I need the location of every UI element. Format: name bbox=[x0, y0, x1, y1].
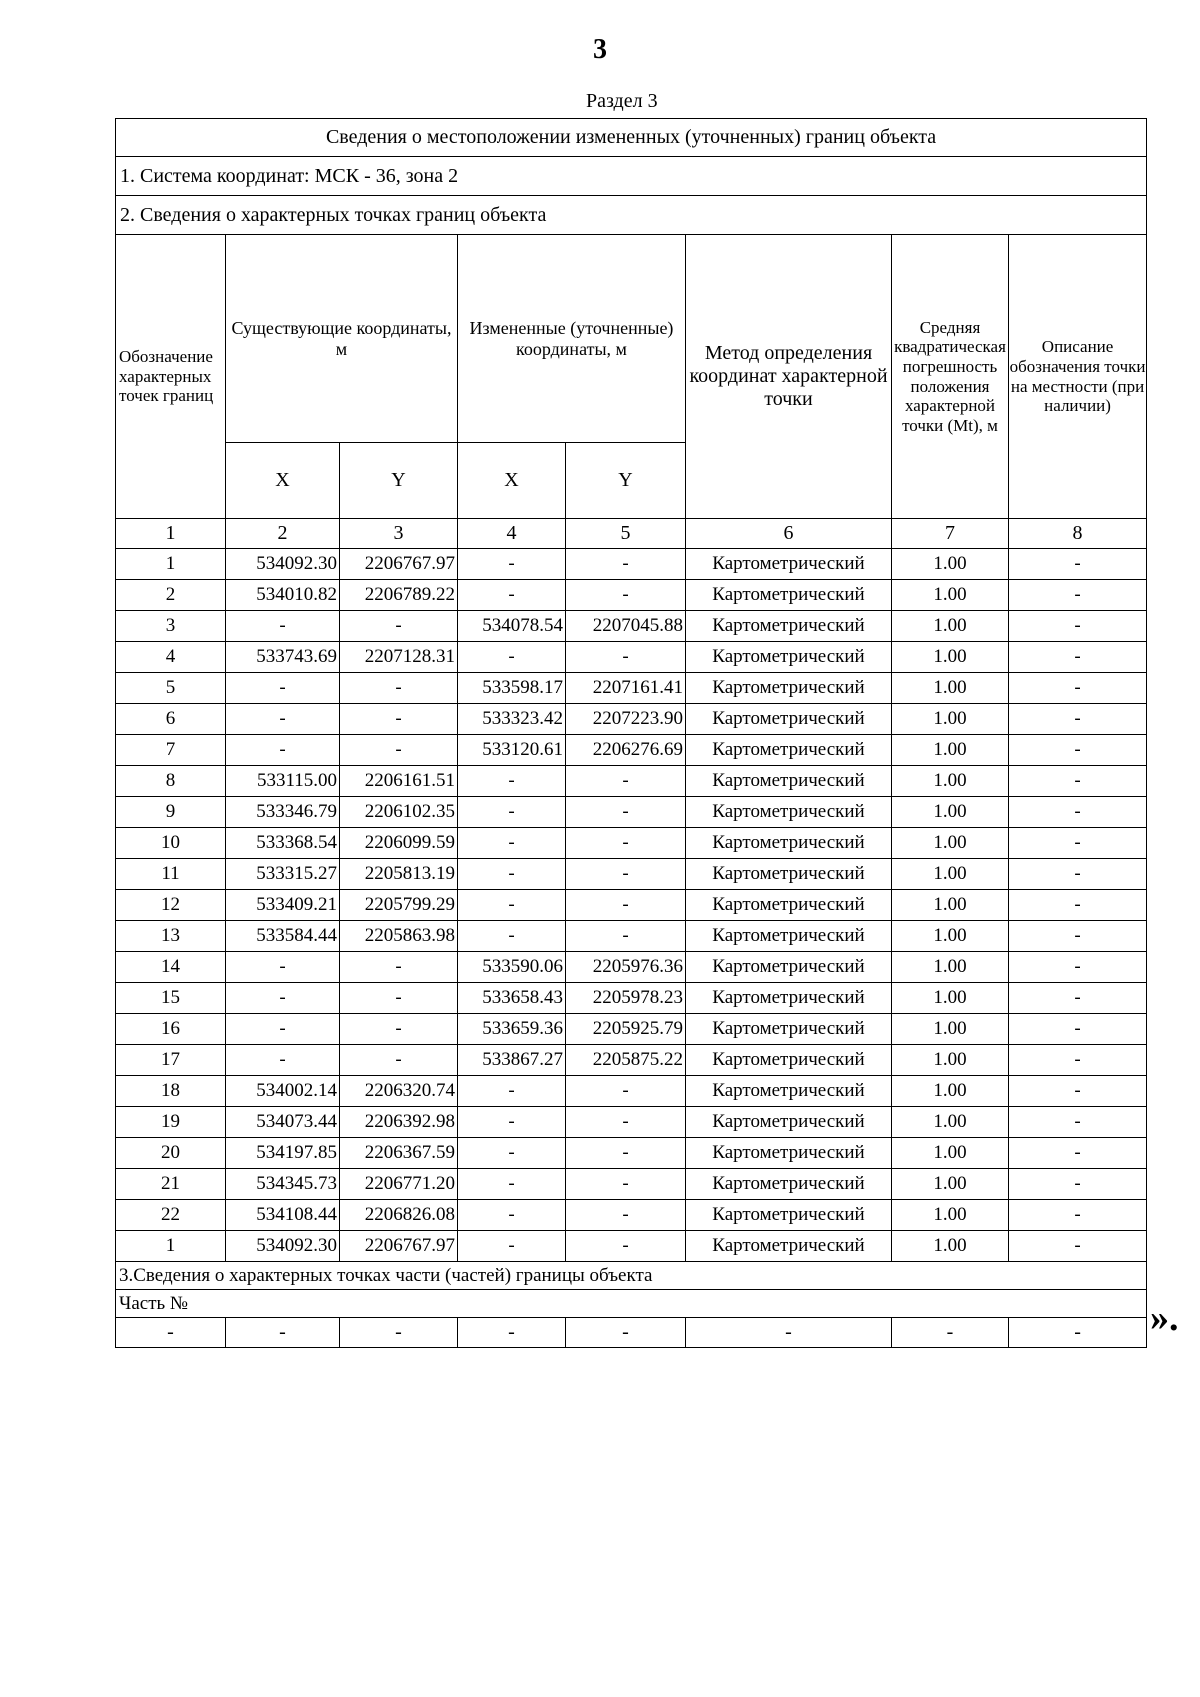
table-row bbox=[116, 673, 1147, 704]
mean-error-cell: 1.00 bbox=[892, 1138, 1009, 1169]
mean-error-cell: 1.00 bbox=[892, 1076, 1009, 1107]
existing-y-cell: 2206767.97 bbox=[340, 1231, 458, 1262]
point-id-cell: 8 bbox=[116, 766, 226, 797]
closing-quote-mark: ». bbox=[1150, 1297, 1179, 1339]
method-cell: Картометрический bbox=[686, 921, 892, 952]
point-description-cell: - bbox=[1009, 580, 1147, 611]
table-row bbox=[116, 1231, 1147, 1262]
changed-y-cell: - bbox=[566, 1107, 686, 1138]
point-description-cell: - bbox=[1009, 983, 1147, 1014]
changed-y-cell: - bbox=[566, 921, 686, 952]
changed-x-cell: 533120.61 bbox=[458, 735, 566, 766]
changed-y-cell: - bbox=[566, 1200, 686, 1231]
part-caption: 3.Сведения о характерных точках части (частей) границы объекта bbox=[116, 1262, 1147, 1290]
existing-x-cell: 534345.73 bbox=[226, 1169, 340, 1200]
mean-error-cell: 1.00 bbox=[892, 1045, 1009, 1076]
changed-y-cell: 2207161.41 bbox=[566, 673, 686, 704]
column-number: 3 bbox=[340, 519, 458, 549]
part-number: Часть № bbox=[116, 1290, 1147, 1318]
column-number: 8 bbox=[1009, 519, 1147, 549]
mean-error-cell: 1.00 bbox=[892, 1169, 1009, 1200]
mean-error-cell: 1.00 bbox=[892, 859, 1009, 890]
page-number: 3 bbox=[593, 34, 607, 65]
mean-error-cell: 1.00 bbox=[892, 580, 1009, 611]
existing-x-cell: - bbox=[226, 704, 340, 735]
column-number: 2 bbox=[226, 519, 340, 549]
mean-error-cell: 1.00 bbox=[892, 797, 1009, 828]
point-id-cell: 13 bbox=[116, 921, 226, 952]
changed-x-cell: - bbox=[458, 921, 566, 952]
existing-y-cell: 2205799.29 bbox=[340, 890, 458, 921]
existing-x-cell: 533115.00 bbox=[226, 766, 340, 797]
method-cell: Картометрический bbox=[686, 766, 892, 797]
method-cell: Картометрический bbox=[686, 1107, 892, 1138]
changed-y-cell: 2205978.23 bbox=[566, 983, 686, 1014]
part-cell: - bbox=[892, 1318, 1009, 1348]
mean-error-cell: 1.00 bbox=[892, 890, 1009, 921]
table-row bbox=[116, 611, 1147, 642]
changed-y-cell: 2206276.69 bbox=[566, 735, 686, 766]
existing-x-cell: 534002.14 bbox=[226, 1076, 340, 1107]
point-description-cell: - bbox=[1009, 921, 1147, 952]
point-description-cell: - bbox=[1009, 859, 1147, 890]
existing-x-cell: - bbox=[226, 1014, 340, 1045]
changed-x-cell: - bbox=[458, 890, 566, 921]
changed-x-cell: - bbox=[458, 859, 566, 890]
part-row bbox=[116, 1318, 1147, 1348]
point-description-cell: - bbox=[1009, 766, 1147, 797]
mean-error-cell: 1.00 bbox=[892, 549, 1009, 580]
changed-x-cell: 533659.36 bbox=[458, 1014, 566, 1045]
existing-x-cell: - bbox=[226, 673, 340, 704]
table-row bbox=[116, 1076, 1147, 1107]
header-designation: Обозначение характерных точек границ bbox=[116, 235, 226, 519]
existing-x-cell: 533584.44 bbox=[226, 921, 340, 952]
point-id-cell: 5 bbox=[116, 673, 226, 704]
point-id-cell: 11 bbox=[116, 859, 226, 890]
existing-x-cell: - bbox=[226, 735, 340, 766]
existing-x-cell: - bbox=[226, 611, 340, 642]
table-row bbox=[116, 797, 1147, 828]
part-cell: - bbox=[458, 1318, 566, 1348]
header-changed-coords: Измененные (уточненные) координаты, м bbox=[458, 235, 686, 443]
header-changed-y: Y bbox=[566, 443, 686, 519]
point-description-cell: - bbox=[1009, 1138, 1147, 1169]
method-cell: Картометрический bbox=[686, 549, 892, 580]
existing-y-cell: 2205813.19 bbox=[340, 859, 458, 890]
header-changed-x: X bbox=[458, 443, 566, 519]
existing-y-cell: - bbox=[340, 673, 458, 704]
existing-x-cell: - bbox=[226, 952, 340, 983]
point-description-cell: - bbox=[1009, 1076, 1147, 1107]
mean-error-cell: 1.00 bbox=[892, 921, 1009, 952]
mean-error-cell: 1.00 bbox=[892, 642, 1009, 673]
method-cell: Картометрический bbox=[686, 673, 892, 704]
existing-y-cell: - bbox=[340, 704, 458, 735]
point-description-cell: - bbox=[1009, 890, 1147, 921]
point-id-cell: 14 bbox=[116, 952, 226, 983]
method-cell: Картометрический bbox=[686, 735, 892, 766]
existing-x-cell: - bbox=[226, 1045, 340, 1076]
changed-x-cell: - bbox=[458, 828, 566, 859]
changed-y-cell: - bbox=[566, 1169, 686, 1200]
changed-y-cell: - bbox=[566, 1231, 686, 1262]
point-description-cell: - bbox=[1009, 549, 1147, 580]
table-row bbox=[116, 921, 1147, 952]
point-id-cell: 2 bbox=[116, 580, 226, 611]
method-cell: Картометрический bbox=[686, 1014, 892, 1045]
header-existing-coords: Существующие координаты, м bbox=[226, 235, 458, 443]
point-id-cell: 9 bbox=[116, 797, 226, 828]
changed-y-cell: 2205925.79 bbox=[566, 1014, 686, 1045]
mean-error-cell: 1.00 bbox=[892, 983, 1009, 1014]
column-number: 4 bbox=[458, 519, 566, 549]
existing-x-cell: 534108.44 bbox=[226, 1200, 340, 1231]
changed-y-cell: - bbox=[566, 642, 686, 673]
existing-y-cell: 2206392.98 bbox=[340, 1107, 458, 1138]
existing-y-cell: 2205863.98 bbox=[340, 921, 458, 952]
part-cell: - bbox=[1009, 1318, 1147, 1348]
changed-x-cell: 534078.54 bbox=[458, 611, 566, 642]
method-cell: Картометрический bbox=[686, 828, 892, 859]
table-row bbox=[116, 642, 1147, 673]
table-row bbox=[116, 1200, 1147, 1231]
existing-x-cell: 533368.54 bbox=[226, 828, 340, 859]
changed-x-cell: - bbox=[458, 549, 566, 580]
mean-error-cell: 1.00 bbox=[892, 1107, 1009, 1138]
existing-y-cell: - bbox=[340, 1045, 458, 1076]
existing-y-cell: 2206767.97 bbox=[340, 549, 458, 580]
existing-y-cell: - bbox=[340, 1014, 458, 1045]
method-cell: Картометрический bbox=[686, 704, 892, 735]
existing-x-cell: 534197.85 bbox=[226, 1138, 340, 1169]
table-row bbox=[116, 549, 1147, 580]
changed-x-cell: - bbox=[458, 1231, 566, 1262]
part-cell: - bbox=[226, 1318, 340, 1348]
table-row bbox=[116, 735, 1147, 766]
method-cell: Картометрический bbox=[686, 580, 892, 611]
header-existing-x: X bbox=[226, 443, 340, 519]
changed-x-cell: - bbox=[458, 797, 566, 828]
header-description: Описание обозначения точки на местности (при наличии) bbox=[1009, 235, 1147, 519]
column-number: 6 bbox=[686, 519, 892, 549]
method-cell: Картометрический bbox=[686, 797, 892, 828]
method-cell: Картометрический bbox=[686, 642, 892, 673]
changed-x-cell: 533590.06 bbox=[458, 952, 566, 983]
part-cell: - bbox=[566, 1318, 686, 1348]
mean-error-cell: 1.00 bbox=[892, 673, 1009, 704]
existing-x-cell: 533346.79 bbox=[226, 797, 340, 828]
table-row bbox=[116, 983, 1147, 1014]
changed-x-cell: 533598.17 bbox=[458, 673, 566, 704]
existing-y-cell: 2207128.31 bbox=[340, 642, 458, 673]
existing-y-cell: 2206826.08 bbox=[340, 1200, 458, 1231]
point-description-cell: - bbox=[1009, 797, 1147, 828]
method-cell: Картометрический bbox=[686, 983, 892, 1014]
existing-x-cell: 534073.44 bbox=[226, 1107, 340, 1138]
point-description-cell: - bbox=[1009, 642, 1147, 673]
table-row bbox=[116, 704, 1147, 735]
changed-x-cell: - bbox=[458, 1138, 566, 1169]
point-description-cell: - bbox=[1009, 673, 1147, 704]
existing-x-cell: 534092.30 bbox=[226, 1231, 340, 1262]
point-description-cell: - bbox=[1009, 952, 1147, 983]
table-row bbox=[116, 859, 1147, 890]
point-id-cell: 3 bbox=[116, 611, 226, 642]
column-number: 7 bbox=[892, 519, 1009, 549]
mean-error-cell: 1.00 bbox=[892, 766, 1009, 797]
point-id-cell: 22 bbox=[116, 1200, 226, 1231]
changed-x-cell: - bbox=[458, 1076, 566, 1107]
changed-x-cell: - bbox=[458, 1107, 566, 1138]
changed-y-cell: - bbox=[566, 797, 686, 828]
column-number: 1 bbox=[116, 519, 226, 549]
existing-x-cell: 533315.27 bbox=[226, 859, 340, 890]
changed-y-cell: - bbox=[566, 890, 686, 921]
part-cell: - bbox=[340, 1318, 458, 1348]
point-description-cell: - bbox=[1009, 1107, 1147, 1138]
header-existing-y: Y bbox=[340, 443, 458, 519]
table-row bbox=[116, 1107, 1147, 1138]
column-number-row bbox=[116, 519, 1147, 549]
changed-y-cell: - bbox=[566, 1138, 686, 1169]
table-row bbox=[116, 580, 1147, 611]
existing-x-cell: 533409.21 bbox=[226, 890, 340, 921]
existing-y-cell: 2206102.35 bbox=[340, 797, 458, 828]
mean-error-cell: 1.00 bbox=[892, 735, 1009, 766]
existing-y-cell: - bbox=[340, 611, 458, 642]
point-description-cell: - bbox=[1009, 1045, 1147, 1076]
mean-error-cell: 1.00 bbox=[892, 611, 1009, 642]
mean-error-cell: 1.00 bbox=[892, 828, 1009, 859]
changed-x-cell: - bbox=[458, 766, 566, 797]
section-label: Раздел 3 bbox=[586, 90, 658, 112]
coordinates-table bbox=[115, 118, 1147, 1348]
point-id-cell: 17 bbox=[116, 1045, 226, 1076]
mean-error-cell: 1.00 bbox=[892, 952, 1009, 983]
mean-error-cell: 1.00 bbox=[892, 1014, 1009, 1045]
table-row bbox=[116, 1045, 1147, 1076]
changed-y-cell: - bbox=[566, 859, 686, 890]
point-id-cell: 10 bbox=[116, 828, 226, 859]
existing-x-cell: 534092.30 bbox=[226, 549, 340, 580]
part-cell: - bbox=[116, 1318, 226, 1348]
column-number: 5 bbox=[566, 519, 686, 549]
method-cell: Картометрический bbox=[686, 611, 892, 642]
method-cell: Картометрический bbox=[686, 1200, 892, 1231]
mean-error-cell: 1.00 bbox=[892, 704, 1009, 735]
point-description-cell: - bbox=[1009, 1014, 1147, 1045]
changed-y-cell: - bbox=[566, 766, 686, 797]
point-id-cell: 15 bbox=[116, 983, 226, 1014]
table-row bbox=[116, 828, 1147, 859]
existing-y-cell: 2206771.20 bbox=[340, 1169, 458, 1200]
point-description-cell: - bbox=[1009, 1169, 1147, 1200]
table-row bbox=[116, 890, 1147, 921]
method-cell: Картометрический bbox=[686, 1138, 892, 1169]
existing-y-cell: 2206320.74 bbox=[340, 1076, 458, 1107]
changed-x-cell: - bbox=[458, 580, 566, 611]
changed-x-cell: 533323.42 bbox=[458, 704, 566, 735]
existing-y-cell: 2206367.59 bbox=[340, 1138, 458, 1169]
changed-y-cell: - bbox=[566, 828, 686, 859]
header-error: Средняя квадратическая погрешность положения характерной точки (Mt), м bbox=[892, 235, 1009, 519]
point-id-cell: 20 bbox=[116, 1138, 226, 1169]
method-cell: Картометрический bbox=[686, 890, 892, 921]
changed-x-cell: 533867.27 bbox=[458, 1045, 566, 1076]
mean-error-cell: 1.00 bbox=[892, 1231, 1009, 1262]
method-cell: Картометрический bbox=[686, 952, 892, 983]
existing-y-cell: 2206161.51 bbox=[340, 766, 458, 797]
point-description-cell: - bbox=[1009, 828, 1147, 859]
changed-x-cell: - bbox=[458, 1200, 566, 1231]
method-cell: Картометрический bbox=[686, 1045, 892, 1076]
coordinate-system: 1. Система координат: МСК - 36, зона 2 bbox=[116, 157, 1147, 196]
existing-y-cell: 2206099.59 bbox=[340, 828, 458, 859]
existing-x-cell: - bbox=[226, 983, 340, 1014]
table-row bbox=[116, 952, 1147, 983]
changed-y-cell: 2205875.22 bbox=[566, 1045, 686, 1076]
point-id-cell: 1 bbox=[116, 1231, 226, 1262]
point-id-cell: 12 bbox=[116, 890, 226, 921]
point-id-cell: 1 bbox=[116, 549, 226, 580]
table-title: Сведения о местоположении измененных (уточненных) границ объекта bbox=[116, 119, 1147, 157]
point-id-cell: 19 bbox=[116, 1107, 226, 1138]
point-description-cell: - bbox=[1009, 1231, 1147, 1262]
existing-y-cell: - bbox=[340, 735, 458, 766]
point-id-cell: 7 bbox=[116, 735, 226, 766]
point-description-cell: - bbox=[1009, 611, 1147, 642]
part-cell: - bbox=[686, 1318, 892, 1348]
changed-x-cell: - bbox=[458, 642, 566, 673]
table-row bbox=[116, 1169, 1147, 1200]
point-id-cell: 6 bbox=[116, 704, 226, 735]
points-caption: 2. Сведения о характерных точках границ объекта bbox=[116, 196, 1147, 235]
table-row bbox=[116, 1138, 1147, 1169]
point-id-cell: 16 bbox=[116, 1014, 226, 1045]
existing-y-cell: - bbox=[340, 983, 458, 1014]
point-description-cell: - bbox=[1009, 1200, 1147, 1231]
existing-y-cell: 2206789.22 bbox=[340, 580, 458, 611]
method-cell: Картометрический bbox=[686, 1231, 892, 1262]
point-id-cell: 18 bbox=[116, 1076, 226, 1107]
method-cell: Картометрический bbox=[686, 1076, 892, 1107]
existing-x-cell: 533743.69 bbox=[226, 642, 340, 673]
table-row bbox=[116, 1014, 1147, 1045]
changed-y-cell: - bbox=[566, 1076, 686, 1107]
changed-y-cell: - bbox=[566, 580, 686, 611]
method-cell: Картометрический bbox=[686, 1169, 892, 1200]
point-description-cell: - bbox=[1009, 735, 1147, 766]
changed-y-cell: 2207045.88 bbox=[566, 611, 686, 642]
point-id-cell: 4 bbox=[116, 642, 226, 673]
point-id-cell: 21 bbox=[116, 1169, 226, 1200]
changed-y-cell: 2205976.36 bbox=[566, 952, 686, 983]
changed-x-cell: 533658.43 bbox=[458, 983, 566, 1014]
header-method: Метод определения координат характерной точки bbox=[686, 235, 892, 519]
changed-y-cell: 2207223.90 bbox=[566, 704, 686, 735]
mean-error-cell: 1.00 bbox=[892, 1200, 1009, 1231]
table-row bbox=[116, 766, 1147, 797]
existing-y-cell: - bbox=[340, 952, 458, 983]
existing-x-cell: 534010.82 bbox=[226, 580, 340, 611]
method-cell: Картометрический bbox=[686, 859, 892, 890]
changed-x-cell: - bbox=[458, 1169, 566, 1200]
changed-y-cell: - bbox=[566, 549, 686, 580]
point-description-cell: - bbox=[1009, 704, 1147, 735]
